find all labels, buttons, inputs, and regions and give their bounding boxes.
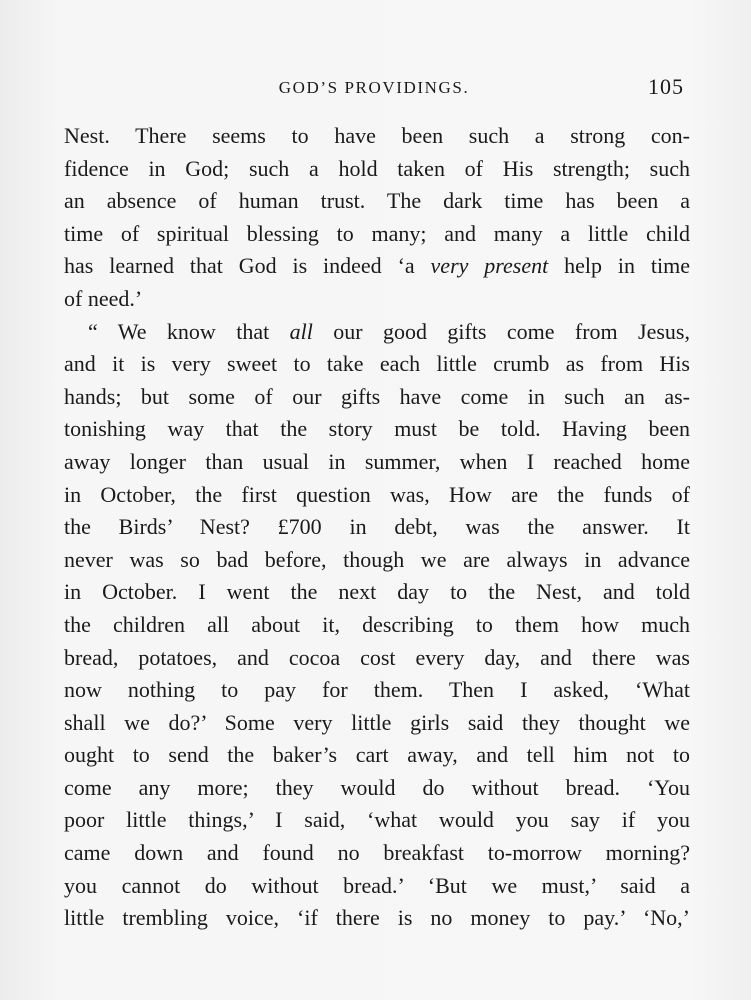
- running-head: [64, 74, 684, 104]
- text-line: the Birds’ Nest? £700 in debt, was the answer. It: [64, 514, 690, 540]
- text-line: an absence of human trust. The dark time has been a: [64, 188, 690, 214]
- text-line: tonishing way that the story must be told. Having been: [64, 416, 690, 442]
- text-line: in October. I went the next day to the Nest, and told: [64, 579, 690, 605]
- text-line: fidence in God; such a hold taken of His strength; such: [64, 155, 690, 181]
- text-line: never was so bad before, though we are always in advance: [64, 546, 690, 572]
- text-line: came down and found no breakfast to-morrow morning?: [64, 840, 690, 866]
- text-line: away longer than usual in summer, when I reached home: [64, 448, 690, 474]
- text-line: in October, the first question was, How are the funds of: [64, 481, 690, 507]
- text-line: shall we do?’ Some very little girls said they thought we: [64, 709, 690, 735]
- text-line: you cannot do without bread.’ ‘But we must,’ said a: [64, 872, 690, 898]
- text-line: hands; but some of our gifts have come in such an as-: [64, 383, 690, 409]
- text-line: the children all about it, describing to them how much: [64, 611, 690, 637]
- text-line: bread, potatoes, and cocoa cost every day, and there was: [64, 644, 690, 670]
- text-line: now nothing to pay for them. Then I asked, ‘What: [64, 677, 690, 703]
- running-title: GOD’S PROVIDINGS.: [278, 78, 470, 97]
- text-line: of need.’: [64, 285, 143, 311]
- body-text: [64, 120, 690, 935]
- text-line: come any more; they would do without bread. ‘You: [64, 774, 690, 800]
- text-line: has learned that God is indeed ‘a very present help in time: [64, 253, 690, 279]
- italic-emphasis: all: [289, 318, 313, 344]
- italic-emphasis: very present: [430, 253, 549, 279]
- text-line: little trembling voice, ‘if there is no money to pay.’ ‘No,’: [64, 905, 690, 931]
- text-line: time of spiritual blessing to many; and many a little child: [64, 220, 690, 246]
- text-line: ought to send the baker’s cart away, and tell him not to: [64, 742, 690, 768]
- text-line: “ We know that all our good gifts come from Jesus,: [88, 318, 690, 344]
- text-line: and it is very sweet to take each little crumb as from His: [64, 351, 690, 377]
- text-line: poor little things,’ I said, ‘what would you say if you: [64, 807, 690, 833]
- text-line: Nest. There seems to have been such a strong con-: [64, 123, 690, 148]
- page-number: 105: [648, 74, 684, 99]
